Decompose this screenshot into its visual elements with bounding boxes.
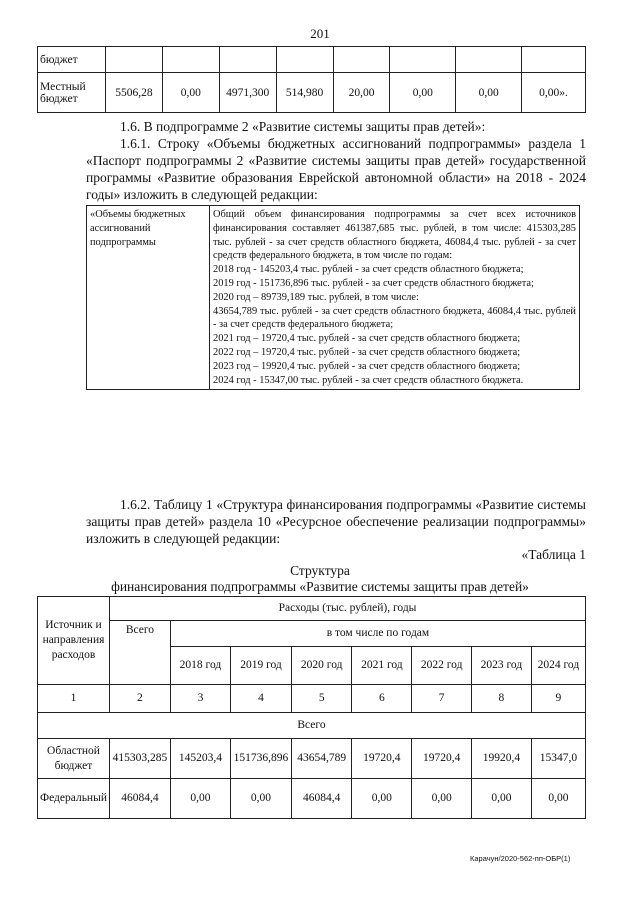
column-number: 8 bbox=[472, 685, 532, 713]
financing-structure-table bbox=[37, 596, 586, 819]
table-cell: 19720,4 bbox=[352, 739, 412, 779]
row-label: Федеральный bbox=[38, 779, 110, 819]
passport-line: Общий объем финансирования подпрограммы за счет всех источников финансирования составляет 461387,685 тыс. рублей, в том числе: 415303,285 тыс. рублей - за счет средств областного бюджета, 46084,4 тыс. рублей - за счет средств федерального бюджета, в том числе по годам: bbox=[213, 209, 576, 262]
header-total: Всего bbox=[109, 621, 170, 685]
table-caption-subtitle: финансирования подпрограммы «Развитие системы защиты прав детей» bbox=[111, 579, 529, 594]
table-cell: 0,00 bbox=[472, 779, 532, 819]
table-cell: 46084,4 bbox=[291, 779, 352, 819]
column-number: 3 bbox=[170, 685, 230, 713]
header-year: 2021 год bbox=[352, 647, 412, 685]
passport-line: 2019 год - 151736,896 тыс. рублей - за счет средств областного бюджета; bbox=[213, 277, 534, 289]
passport-content bbox=[210, 206, 580, 390]
row-label: Местный бюджет bbox=[38, 73, 106, 113]
table-cell: 43654,789 bbox=[291, 739, 352, 779]
header-expenses: Расходы (тыс. рублей), годы bbox=[109, 597, 585, 621]
budget-table-continuation bbox=[37, 46, 586, 113]
paragraph-1-6-1: 1.6.1. Строку «Объемы бюджетных ассигнований подпрограммы» раздела 1 «Паспорт подпрограммы 2 «Развитие системы защиты прав детей» государственной программы «Развитие образования Еврейской автономной области» на 2018 - 2024 годы» изложить в следующей редакции: bbox=[86, 136, 586, 202]
table-cell: 0,00 bbox=[231, 779, 292, 819]
header-year: 2020 год bbox=[291, 647, 352, 685]
table-cell: 4971,300 bbox=[219, 73, 276, 113]
passport-table bbox=[86, 205, 580, 390]
column-number: 4 bbox=[231, 685, 292, 713]
header-year: 2022 год bbox=[412, 647, 472, 685]
table-row bbox=[38, 779, 586, 819]
table-cell: 0,00 bbox=[162, 73, 219, 113]
column-number: 6 bbox=[352, 685, 412, 713]
header-source: Источник и направления расходов bbox=[38, 597, 110, 685]
table-cell: 19920,4 bbox=[472, 739, 532, 779]
table-cell: 0,00 bbox=[456, 73, 522, 113]
table-cell: 19720,4 bbox=[412, 739, 472, 779]
table-cell: 514,980 bbox=[276, 73, 333, 113]
table-cell: 0,00 bbox=[390, 73, 456, 113]
row-label: бюджет bbox=[38, 47, 106, 73]
table-row bbox=[38, 73, 586, 113]
passport-line: 2020 год – 89739,189 тыс. рублей, в том числе: bbox=[213, 291, 419, 303]
row-label: Областной бюджет bbox=[38, 739, 110, 779]
table-row bbox=[38, 739, 586, 779]
header-by-year: в том числе по годам bbox=[170, 621, 585, 647]
table-cell: 151736,896 bbox=[231, 739, 292, 779]
section-header: Всего bbox=[38, 713, 586, 739]
paragraph-1-6: 1.6. В подпрограмме 2 «Развитие системы защиты прав детей»: bbox=[120, 119, 486, 134]
passport-line: 2022 год – 19720,4 тыс. рублей - за счет средств областного бюджета; bbox=[213, 346, 521, 358]
passport-line: 2023 год – 19920,4 тыс. рублей - за счет средств областного бюджета; bbox=[213, 360, 521, 372]
page-number: 201 bbox=[310, 26, 330, 41]
passport-line: 2024 год - 15347,00 тыс. рублей - за счет средств областного бюджета. bbox=[213, 374, 524, 386]
table-cell: 20,00 bbox=[333, 73, 390, 113]
table-row bbox=[38, 47, 586, 73]
table-label: «Таблица 1 bbox=[521, 547, 586, 562]
table-cell: 0,00 bbox=[412, 779, 472, 819]
column-number: 5 bbox=[291, 685, 352, 713]
document-footer-code: Карачун/2020-562-пп-ОБР(1) bbox=[470, 854, 571, 863]
column-number: 9 bbox=[531, 685, 585, 713]
passport-line: 2021 год – 19720,4 тыс. рублей - за счет средств областного бюджета; bbox=[213, 333, 521, 345]
column-number: 1 bbox=[38, 685, 110, 713]
table-cell: 0,00 bbox=[352, 779, 412, 819]
header-year: 2018 год bbox=[170, 647, 230, 685]
header-year: 2023 год bbox=[472, 647, 532, 685]
table-cell: 0,00». bbox=[522, 73, 586, 113]
table-cell: 5506,28 bbox=[105, 73, 162, 113]
passport-line: 43654,789 тыс. рублей - за счет средств областного бюджета, 46084,4 тыс. рублей - за счет средств федерального бюджета; bbox=[213, 305, 576, 331]
table-caption-title: Структура bbox=[290, 563, 350, 578]
column-number: 7 bbox=[412, 685, 472, 713]
table-cell: 415303,285 bbox=[109, 739, 170, 779]
table-cell: 15347,0 bbox=[531, 739, 585, 779]
passport-label: «Объемы бюджетных ассигнований подпрограммы bbox=[87, 206, 210, 390]
header-year: 2019 год bbox=[231, 647, 292, 685]
column-number-row bbox=[38, 685, 586, 713]
table-cell: 145203,4 bbox=[170, 739, 230, 779]
table-cell: 0,00 bbox=[170, 779, 230, 819]
table-cell: 46084,4 bbox=[109, 779, 170, 819]
paragraph-1-6-2: 1.6.2. Таблицу 1 «Структура финансирования подпрограммы «Развитие системы защиты прав детей» раздела 10 «Ресурсное обеспечение реализации подпрограммы» изложить в следующей редакции: bbox=[86, 497, 586, 546]
header-year: 2024 год bbox=[531, 647, 585, 685]
passport-line: 2018 год - 145203,4 тыс. рублей - за счет средств областного бюджета; bbox=[213, 264, 524, 276]
column-number: 2 bbox=[109, 685, 170, 713]
table-cell: 0,00 bbox=[531, 779, 585, 819]
